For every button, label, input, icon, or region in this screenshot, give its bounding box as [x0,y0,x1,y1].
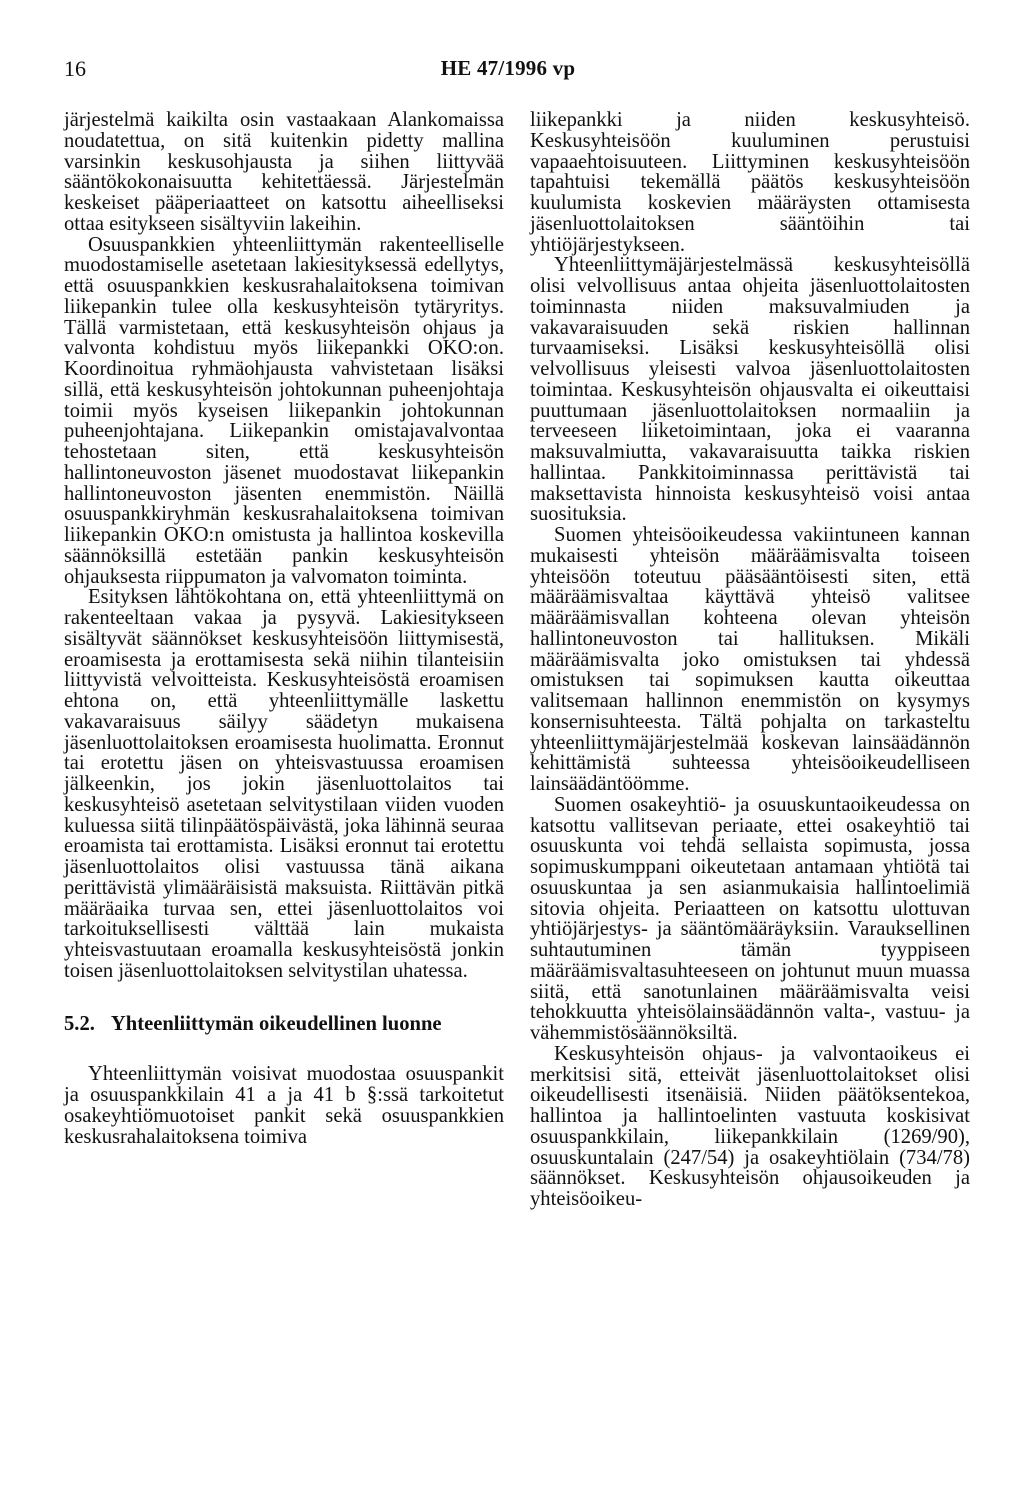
section-heading [64,1014,504,1035]
paragraph: liikepankki ja niiden keskusyhteisö. Keskusyhteisöön kuuluminen perustuisi vapaaehtoisuuteen. Liittyminen keskusyhteisöön tapahtuisi tekemällä päätös keskusyhteisöön kuulumista koskevien määräysten ottamisesta jäsenluottolaitoksen sääntöihin tai yhtiöjärjestykseen. [530,109,970,256]
page-header [64,56,952,86]
paragraph: Keskusyhteisön ohjaus- ja valvontaoikeus ei merkitsisi sitä, etteivät jäsenluottolaitokset olisi oikeudellisesti itsenäisiä. Niiden päätöksentekoa, hallintoa ja hallintoelinten vastuuta koskisivat osuuspankkilain, liikepankkilain (1269/90), osuuskuntalain (247/54) ja osakeyhtiölain (734/78) säännökset. Keskusyhteisön ohjausoikeuden ja yhteisöoikeu- [530,1042,970,1210]
paragraph: Suomen osakeyhtiö- ja osuuskuntaoikeudessa on katsottu vallitsevan periaate, ettei osakeyhtiö tai osuuskunta voi tehdä sellaista sopimusta, jossa sopimuskumppani oikeutetaan antamaan yhtiötä tai osuuskuntaa ja sen asianmukaisia hallintoelimiä sitovia ohjeita. Periaatteen on katsottu ulottuvan yhtiöjärjestys- ja sääntömääräyksiin. Varauksellinen suhtautuminen tämän tyyppiseen määräämisvaltasuhteeseen on johtunut muun muassa siitä, että sanotunlainen määräämisvalta veisi tehokkuutta yhteisölainsäädännön valta-, vastuu- ja vähemmistösäännöksiltä. [530,793,970,1044]
paragraph: Yhteenliittymäjärjestelmässä keskusyhteisöllä olisi velvollisuus antaa ohjeita jäsenluottolaitosten toiminnasta niiden maksuvalmiuden ja vakavaraisuuden sekä riskien hallinnan turvaamiseksi. Lisäksi keskusyhteisöllä olisi velvollisuus yleisesti valvoa jäsenluottolaitosten toimintaa. Keskusyhteisön ohjausvalta ei oikeuttaisi puuttumaan jäsenluottolaitoksen normaaliin ja terveeseen liiketoimintaan, joka ei vaaranna maksuvalmiutta, vakavaraisuutta taikka riskien hallintaa. Pankkitoiminnassa perittävistä tai maksettavista hinnoista keskusyhteisö voisi antaa suosituksia. [530,254,970,526]
paragraph: Esityksen lähtökohtana on, että yhteenliittymä on rakenteeltaan vakaa ja pysyvä. Lakiesitykseen sisältyvät säännökset keskusyhteisöön liittymisestä, eroamisesta ja erottamisesta sekä niihin tilanteisiin liittyvistä velvoitteista. Keskusyhteisöstä eroamisen ehtona on, että yhteenliittymälle laskettu vakavaraisuus säilyy säädetyn mukaisena jäsenluottolaitoksen eroamisesta huolimatta. Eronnut tai erotettu jäsen on yhteisvastuussa eroamisen jälkeenkin, jos jokin jäsenluottolaitos tai keskusyhteisö asetetaan selvitystilaan viiden vuoden kuluessa siitä tilinpäätöspäivästä, joka lähinnä seuraa eroamista tai erottamista. Lisäksi eronnut tai erotettu jäsenluottolaitos olisi vastuussa tänä aikana perittävistä ylimääräisistä maksuista. Riittävän pitkä määräaika turvaa sen, ettei jäsenluottolaitos voi tarkoituksellisesti välttää lain mukaista yhteisvastuutaan eroamalla keskusyhteisöstä jonkin toisen jäsenluottolaitoksen selvitystilan uhatessa. [64,586,504,982]
left-column [64,110,504,1147]
paragraph: järjestelmä kaikilta osin vastaakaan Alankomaissa noudatettua, on sitä kuitenkin pidetty mallina varsinkin keskusohjausta ja siihen liittyvää sääntökokonaisuutta kehitettäessä. Järjestelmän keskeiset pääperiaatteet on katsottu aiheelliseksi ottaa esitykseen sisältyviin lakeihin. [64,109,504,235]
paragraph: Yhteenliittymän voisivat muodostaa osuuspankit ja osuuspankkilain 41 a ja 41 b §:ssä tarkoitetut osakeyhtiömuotoiset pankit sekä osuuspankkien keskusrahalaitoksena toimiva [64,1063,504,1148]
paragraph: Suomen yhteisöoikeudessa vakiintuneen kannan mukaisesti yhteisön määräämisvalta toiseen yhteisöön toteutuu pääsääntöisesti siten, että määräämisvaltaa käyttävä yhteisö valitsee määräämisvallan kohteena olevan yhteisön hallintoneuvoston tai hallituksen. Mikäli määräämisvalta joko omistuksen tai yhdessä omistuksen tai sopimuksen kautta oikeuttaa valitsemaan hallinnon enemmistön on kysymys konsernisuhteesta. Tältä pohjalta on tarkasteltu yhteenliittymäjärjestelmää koskevan lainsäädännön kehittämistä suhteessa yhteisöoikeudelliseen lainsäädäntöömme. [530,524,970,795]
document-id: HE 47/1996 vp [440,56,576,80]
page-number: 16 [64,56,86,81]
right-column [530,110,970,1210]
section-number: 5.2. [64,1012,95,1035]
paragraph: Osuuspankkien yhteenliittymän rakenteelliselle muodostamiselle asetetaan lakiesityksessä edellytys, että osuuspankkien keskusrahalaitoksena toimivan liikepankin tulee olla keskusyhteisön tytäryritys. Tällä varmistetaan, että keskusyhteisön ohjaus ja valvonta kohdistuu myös liikepankki OKO:on. Koordinoitua ryhmäohjausta vahvistetaan lisäksi sillä, että keskusyhteisön johtokunnan puheenjohtaja toimii myös kyseisen liikepankin johtokunnan puheenjohtajana. Liikepankin omistajavalvontaa tehostetaan siten, että keskusyhteisön hallintoneuvoston jäsenet muodostavat liikepankin hallintoneuvoston jäsenten enemmistön. Näillä osuuspankkiryhmän keskusrahalaitoksena toimivan liikepankin OKO:n omistusta ja hallintoa koskevilla säännöksillä estetään pankin keskusyhteisön ohjauksesta riippumaton ja valvomaton toiminta. [64,233,504,588]
section-title: Yhteenliittymän oikeudellinen luonne [110,1012,442,1035]
